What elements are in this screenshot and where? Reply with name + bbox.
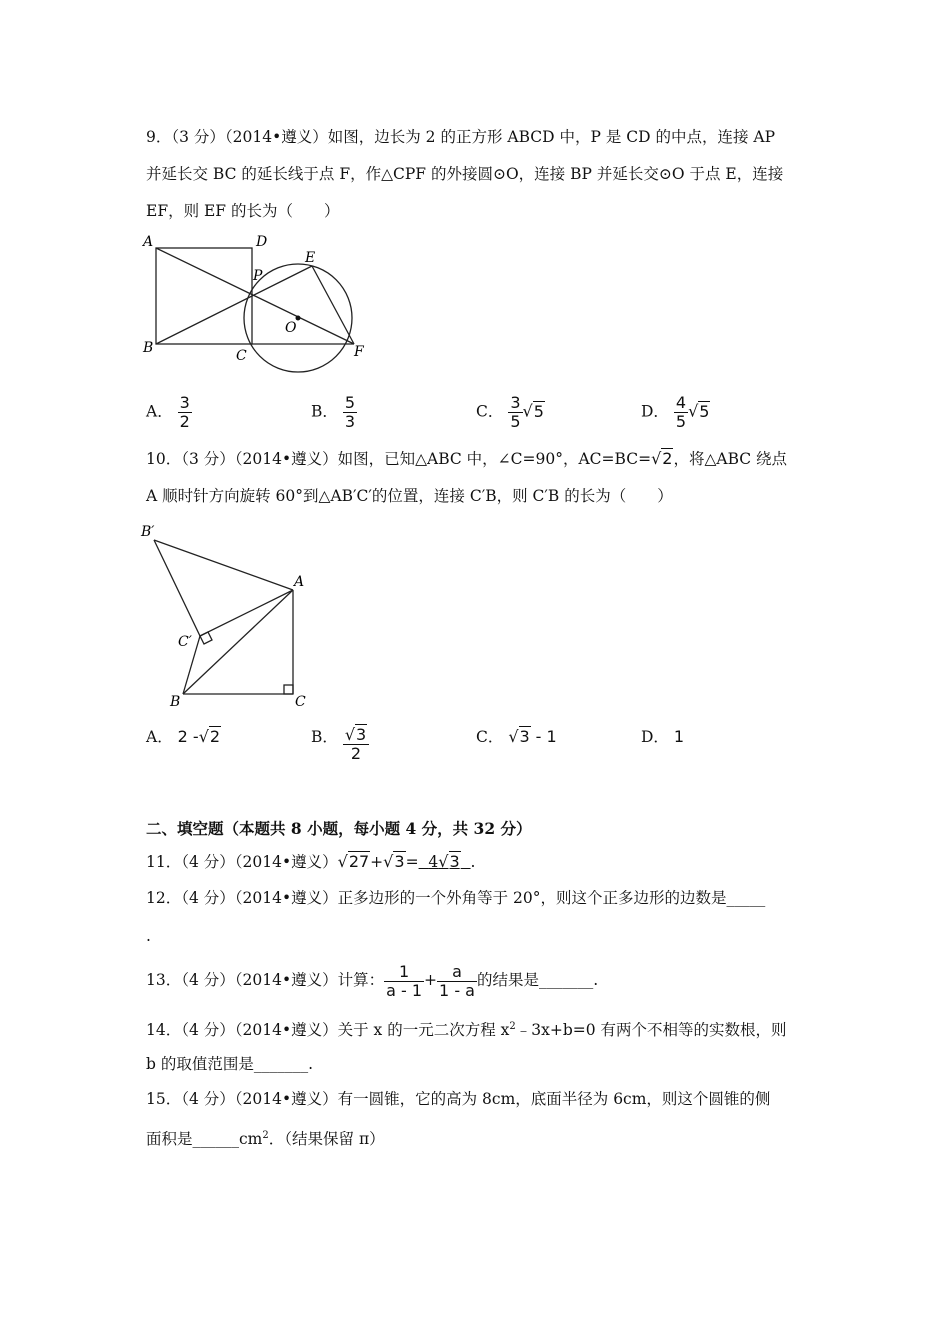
q10-option-c[interactable]: C． √3 - 1 [476,727,557,746]
q9-line1: 9．（3 分）（2014•遵义）如图，边长为 2 的正方形 ABCD 中，P 是 CD 的中点，连接 AP [146,128,776,146]
right-angle-c [284,685,293,694]
section-2-title: 二、填空题（本题共 8 小题，每小题 4 分，共 32 分） [146,819,532,838]
q10-figure [140,520,320,710]
q14-line2: b 的取值范围是_______. [146,1055,314,1073]
q9-line2: 并延长交 BC 的延长线于点 F，作△CPF 的外接圆⊙O，连接 BP 并延长交⊙O 于点 E，连接 [146,165,784,183]
label-b: B [170,694,181,710]
q12-line2: . [146,927,151,945]
q13: 13．（4 分）（2014•遵义）计算： $\frac{1}{a - 1}$ + $\frac{a}{1 - a}$ 的结果是_______. [146,961,599,1000]
q10-option-a[interactable]: A． 2 -√2 [146,727,221,746]
line-c1a [200,590,293,636]
line-ba [183,590,293,694]
right-angle-c1 [200,632,212,644]
q9-option-d[interactable]: D． $\frac{4}{5}$ √5 [641,393,710,431]
q12-line1: 12．（4 分）（2014•遵义）正多边形的一个外角等于 20°，则这个正多边形的边数是_____ [146,889,766,907]
q10-option-b[interactable]: B． $\frac{√3}{2}$ [311,726,369,763]
q9-figure [140,232,380,387]
q15-line1: 15．（4 分）（2014•遵义）有一圆锥，它的高为 8cm，底面半径为 6cm，则这个圆锥的侧 [146,1090,771,1108]
label-d: D [256,234,268,250]
label-c: C [295,694,306,710]
label-c-prime: C′ [178,634,192,650]
q15-line2: 面积是$\_\_\_\_\_\_cm^2$．（结果保留 π） [146,1130,385,1149]
q11: 11．（4 分）（2014•遵义）√27+√3= 4√3 . [146,852,476,871]
label-a: A [294,574,305,590]
q9-option-c[interactable]: C． $\frac{3}{5}$ √5 [476,393,544,431]
label-b: B [143,340,154,356]
q9-option-b[interactable]: B． $\frac{5}{3}$ [311,393,356,431]
label-c: C [236,348,247,364]
q9-option-a[interactable]: A． $\frac{3}{2}$ [146,393,190,431]
label-o: O [285,320,297,336]
q10-line2: A 顺时针方向旋转 60°到△AB′C′的位置，连接 C′B，则 C′B 的长为（ ） [146,487,673,505]
label-e: E [305,250,316,266]
label-b-prime: B′ [141,524,155,540]
q14-line1: 14．（4 分）（2014•遵义）关于 x 的一元二次方程 $x^2﹣3x+b=0$ 有两个不相等的实数根，则 [146,1021,787,1040]
q10-option-d[interactable]: D． 1 [641,727,685,746]
square-abcd [156,248,252,344]
label-f: F [354,344,364,360]
label-a: A [143,234,154,250]
q10-line1: 10．（3 分）（2014•遵义）如图，已知△ABC 中，∠C=90°，AC=BC=√2，将△ABC 绕点 [146,449,788,468]
q9-line3: EF，则 EF 的长为（ ） [146,202,340,220]
label-p: P [253,268,263,284]
